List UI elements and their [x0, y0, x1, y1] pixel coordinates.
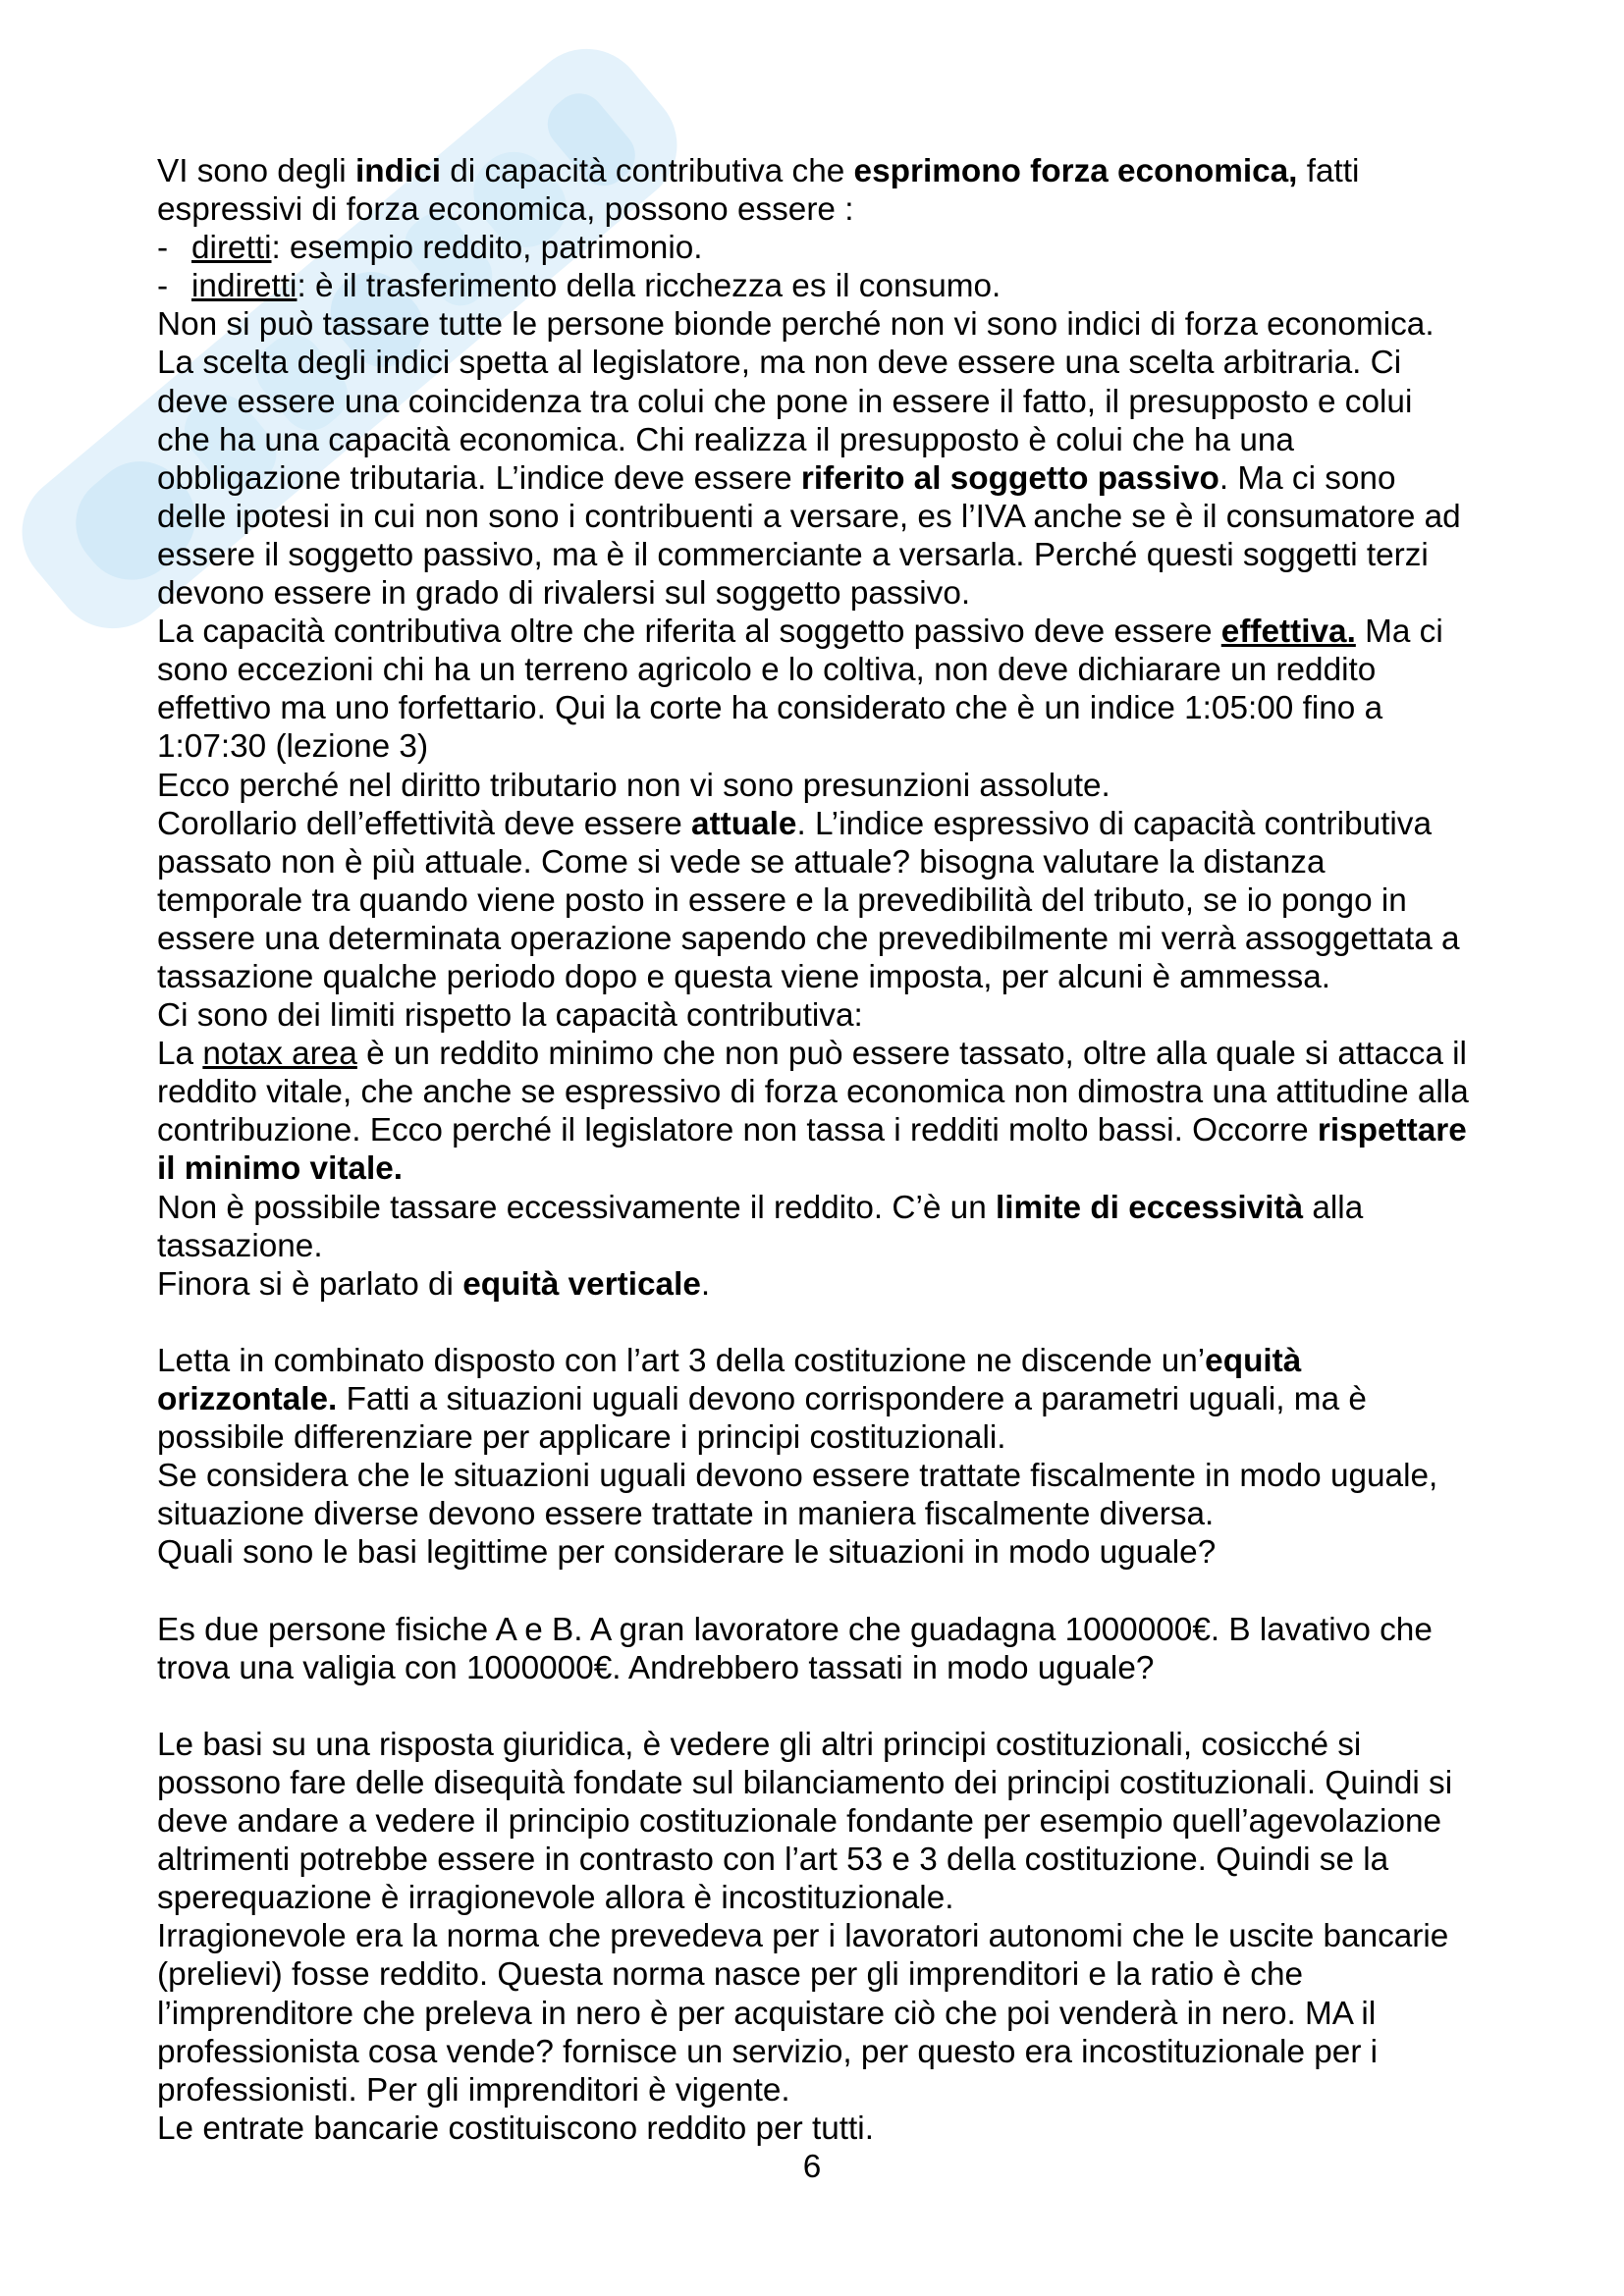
text-line: professionista cosa vende? fornisce un servizio, per questo era incostituzionale per i [157, 2033, 1379, 2070]
bold-text: equità [1205, 1342, 1302, 1379]
text-segment: : è il trasferimento della ricchezza es il consumo. [297, 268, 1001, 305]
underlined-text: notax area [202, 1036, 357, 1073]
text-line: che ha una capacità economica. Chi realizza il presupposto è colui che ha una [157, 421, 1294, 458]
text-line: tassazione qualche periodo dopo e questa viene imposta, per alcuni è ammessa. [157, 958, 1330, 995]
text-line: possono fare delle disequità fondate sul bilanciamento dei principi costituzionali. Quindi si [157, 1764, 1453, 1801]
text-line: Ecco perché nel diritto tributario non vi sono presunzioni assolute. [157, 767, 1110, 804]
text-segment: . L’indice espressivo di capacità contributiva [796, 805, 1432, 842]
text-line [157, 1035, 1571, 1073]
blank-line [157, 1687, 1571, 1726]
text-line: trova una valigia con 1000000€. Andrebbero tassati in modo uguale? [157, 1649, 1155, 1686]
text-line [157, 1380, 1571, 1418]
text-segment: contribuzione. Ecco perché il legislatore non tassa i redditi molto bassi. Occorre [157, 1112, 1318, 1149]
blank-line [157, 1304, 1571, 1342]
text-segment: : esempio reddito, patrimonio. [271, 230, 703, 267]
text-segment: La capacità contributiva oltre che riferita al soggetto passivo deve essere [157, 614, 1221, 651]
text-segment: Non è possibile tassare eccessivamente il reddito. C’è un [157, 1189, 997, 1226]
bold-text: orizzontale. [157, 1381, 338, 1417]
text-line: Non si può tassare tutte le persone bionde perché non vi sono indici di forza economica. [157, 306, 1435, 344]
text-segment: Fatti a situazioni uguali devono corrispondere a parametri uguali, ma è [337, 1381, 1367, 1417]
text-line: Se considera che le situazioni uguali devono essere trattate fiscalmente in modo uguale, [157, 1458, 1438, 1495]
text-segment: . Ma ci sono [1218, 459, 1396, 497]
text-segment: . [700, 1265, 711, 1303]
text-line [157, 459, 1571, 498]
text-line: 1:07:30 (lezione 3) [157, 728, 429, 766]
blank-line [157, 1572, 1571, 1610]
text-line: possibile differenziare per applicare i principi costituzionali. [157, 1419, 1006, 1457]
bold-text: limite di eccessività [996, 1189, 1304, 1226]
bold-underlined-text: effettiva. [1220, 614, 1356, 651]
text-line: situazione diverse devono essere trattate in maniera fiscalmente diversa. [157, 1496, 1215, 1533]
text-segment: di capacità contributiva che [441, 153, 854, 189]
text-line: devono essere in grado di rivalersi sul soggetto passivo. [157, 575, 971, 613]
document-body [157, 152, 1571, 2148]
text-line: tassazione. [157, 1227, 323, 1264]
text-line: delle ipotesi in cui non sono i contribuenti a versare, es l’IVA anche se è il consumatore ad [157, 498, 1461, 535]
text-line: temporale tra quando viene posto in essere e la prevedibilità del tributo, se io pongo in [157, 881, 1407, 919]
text-line: Le basi su una risposta giuridica, è vedere gli altri principi costituzionali, cosicché si [157, 1726, 1362, 1763]
bold-text: attuale [691, 805, 797, 842]
text-line [157, 1111, 1571, 1149]
text-line: La scelta degli indici spetta al legislatore, ma non deve essere una scelta arbitraria. Ci [157, 345, 1402, 382]
text-line: Irragionevole era la norma che prevedeva per i lavoratori autonomi che le uscite bancarie [157, 1918, 1449, 1955]
text-line: professionisti. Per gli imprenditori è vigente. [157, 2071, 790, 2109]
text-segment: Finora si è parlato di [157, 1265, 463, 1303]
text-line [157, 1189, 1571, 1227]
text-line: essere una determinata operazione sapendo che prevedibilmente mi verrà assoggettata a [157, 920, 1460, 957]
text-line: Ci sono dei limiti rispetto la capacità contributiva: [157, 997, 863, 1035]
list-item [157, 267, 1571, 305]
text-line: reddito vitale, che anche se espressivo di forza economica non dimostra una attitudine alla [157, 1074, 1469, 1111]
text-line: passato non è più attuale. Come si vede se attuale? bisogna valutare la distanza [157, 843, 1326, 881]
bold-text: indici [354, 153, 441, 189]
text-segment: obbligazione tributaria. L’indice deve essere [157, 459, 801, 497]
text-segment: La [157, 1036, 203, 1073]
bold-text: equità verticale [462, 1265, 701, 1303]
text-line: l’imprenditore che preleva in nero è per acquistare ciò che poi venderà in nero. MA il [157, 1995, 1377, 2032]
list-bullet: - [157, 230, 169, 267]
text-segment: alla [1303, 1189, 1364, 1226]
text-segment: è un reddito minimo che non può essere tassato, oltre alla quale si attacca il [356, 1036, 1467, 1073]
text-segment: Corollario dell’effettività deve essere [157, 805, 692, 842]
text-line: altrimenti potrebbe essere in contrasto con l’art 53 e 3 della costituzione. Quindi se la [157, 1842, 1389, 1879]
text-line: sperequazione è irragionevole allora è incostituzionale. [157, 1880, 954, 1917]
bold-text: esprimono forza economica, [853, 153, 1298, 189]
text-line [157, 152, 1571, 190]
text-line [157, 1342, 1571, 1380]
text-segment: VI sono degli [157, 153, 355, 189]
text-line: espressivi di forza economica, possono essere : [157, 191, 854, 229]
text-line: (prelievi) fosse reddito. Questa norma nasce per gli imprenditori e la ratio è che [157, 1956, 1304, 1994]
text-line: Quali sono le basi legittime per considerare le situazioni in modo uguale? [157, 1534, 1217, 1572]
list-bullet: - [157, 268, 169, 305]
text-segment: Ma ci [1355, 614, 1443, 651]
text-line: essere il soggetto passivo, ma è il commerciante a versarla. Perché questi soggetti terzi [157, 536, 1429, 573]
underlined-text: diretti [191, 230, 272, 267]
text-segment: fatti [1297, 153, 1360, 189]
text-line: effettivo ma uno forfettario. Qui la corte ha considerato che è un indice 1:05:00 fino a [157, 690, 1383, 727]
text-line: sono eccezioni chi ha un terreno agricolo e lo coltiva, non deve dichiarare un reddito [157, 652, 1377, 689]
text-line: Le entrate bancarie costituiscono reddito per tutti. [157, 2109, 874, 2147]
underlined-text: indiretti [191, 268, 298, 305]
page-number: 6 [802, 2149, 822, 2185]
bold-text-line: il minimo vitale. [157, 1150, 404, 1188]
list-item [157, 229, 1571, 267]
bold-text: riferito al soggetto passivo [800, 459, 1219, 497]
text-line [157, 1265, 1571, 1304]
text-line: Es due persone fisiche A e B. A gran lavoratore che guadagna 1000000€. B lavativo che [157, 1611, 1433, 1648]
text-line [157, 613, 1571, 651]
text-line: deve andare a vedere il principio costituzionale fondante per esempio quell’agevolazione [157, 1803, 1442, 1841]
text-line: deve essere una coincidenza tra colui che pone in essere il fatto, il presupposto e colui [157, 383, 1413, 420]
text-line [157, 805, 1571, 843]
bold-text: rispettare [1317, 1112, 1467, 1149]
text-segment: Letta in combinato disposto con l’art 3 della costituzione ne discende un’ [157, 1342, 1206, 1379]
